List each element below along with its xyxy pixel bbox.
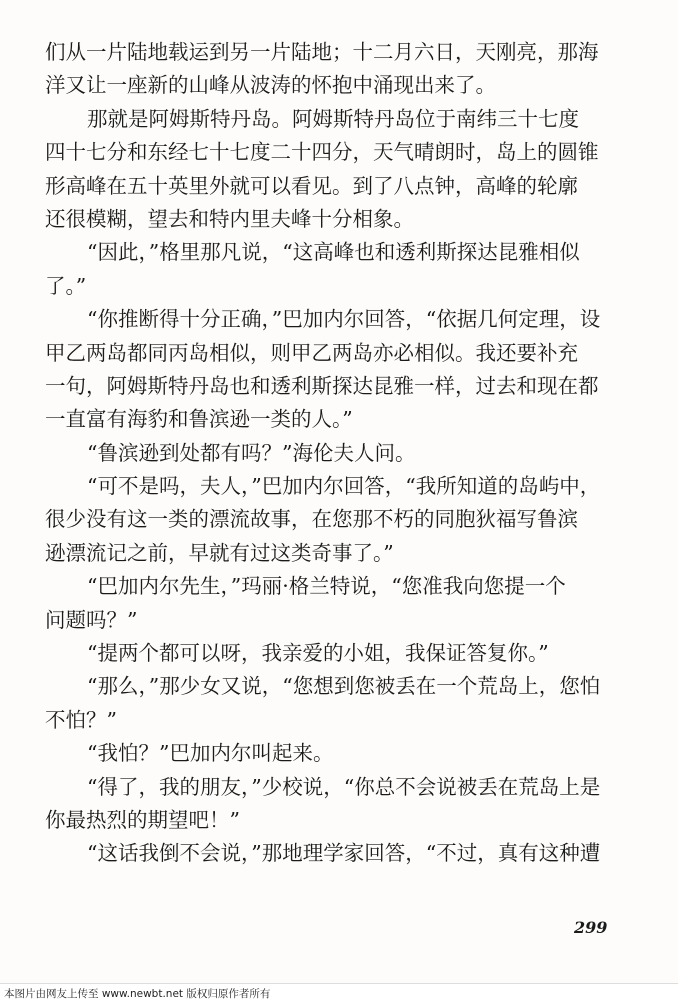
text-line: 逊漂流记之前，早就有过这类奇事了。”	[45, 540, 394, 565]
upload-notice-footer: 本图片由网友上传至 www.newbt.net 版权归原作者所有	[0, 983, 678, 1003]
text-line: 洋又让一座新的山峰从波涛的怀抱中涌现出来了。	[45, 73, 496, 98]
text-line: 们从一片陆地载运到另一片陆地；十二月六日，天刚亮，那海	[45, 40, 599, 64]
text-line: “这话我倒不会说，”那地理学家回答，“不过，真有这种遭	[87, 841, 601, 866]
text-line: “巴加内尔先生，”玛丽·格兰特说，“您准我向您提一个	[87, 574, 566, 599]
text-line: 一直富有海豹和鲁滨逊一类的人。”	[45, 407, 353, 432]
text-line: 问题吗？”	[45, 607, 138, 632]
text-line: 了。”	[45, 273, 87, 298]
text-line: 还很模糊，望去和特内里夫峰十分相象。	[45, 206, 414, 231]
text-line: “得了，我的朋友，”少校说，“你总不会说被丢在荒岛上是	[87, 774, 601, 799]
text-line: “你推断得十分正确，”巴加内尔回答，“依据几何定理，设	[87, 307, 601, 332]
text-line: 那就是阿姆斯特丹岛。阿姆斯特丹岛位于南纬三十七度	[87, 106, 579, 131]
text-line: 你最热烈的期望吧！”	[45, 807, 240, 832]
page-number: 299	[574, 918, 608, 937]
text-line: 甲乙两岛都同丙岛相似，则甲乙两岛亦必相似。我还要补充	[45, 340, 578, 365]
text-line: 四十七分和东经七十七度二十四分，天气晴朗时，岛上的圆锥	[45, 140, 599, 165]
text-line: 一句，阿姆斯特丹岛也和透利斯探达昆雅一样，过去和现在都	[45, 373, 599, 398]
text-line: “那么，”那少女又说，“您想到您被丢在一个荒岛上，您怕	[87, 674, 601, 699]
page-body-text	[45, 36, 630, 871]
text-line: “提两个都可以呀，我亲爱的小姐，我保证答复你。”	[87, 641, 549, 666]
text-line: 不怕？”	[45, 707, 117, 732]
text-line: 形高峰在五十英里外就可以看见。到了八点钟，高峰的轮廓	[45, 173, 578, 198]
text-line: “可不是吗，夫人，”巴加内尔回答，“我所知道的岛屿中，	[87, 474, 601, 499]
text-line: 很少没有这一类的漂流故事，在您那不朽的同胞狄福写鲁滨	[45, 507, 578, 532]
text-line: “鲁滨逊到处都有吗？”海伦夫人问。	[87, 440, 416, 465]
text-line: “我怕？”巴加内尔叫起来。	[87, 741, 334, 766]
text-line: “因此，”格里那凡说，“这高峰也和透利斯探达昆雅相似	[87, 240, 580, 265]
